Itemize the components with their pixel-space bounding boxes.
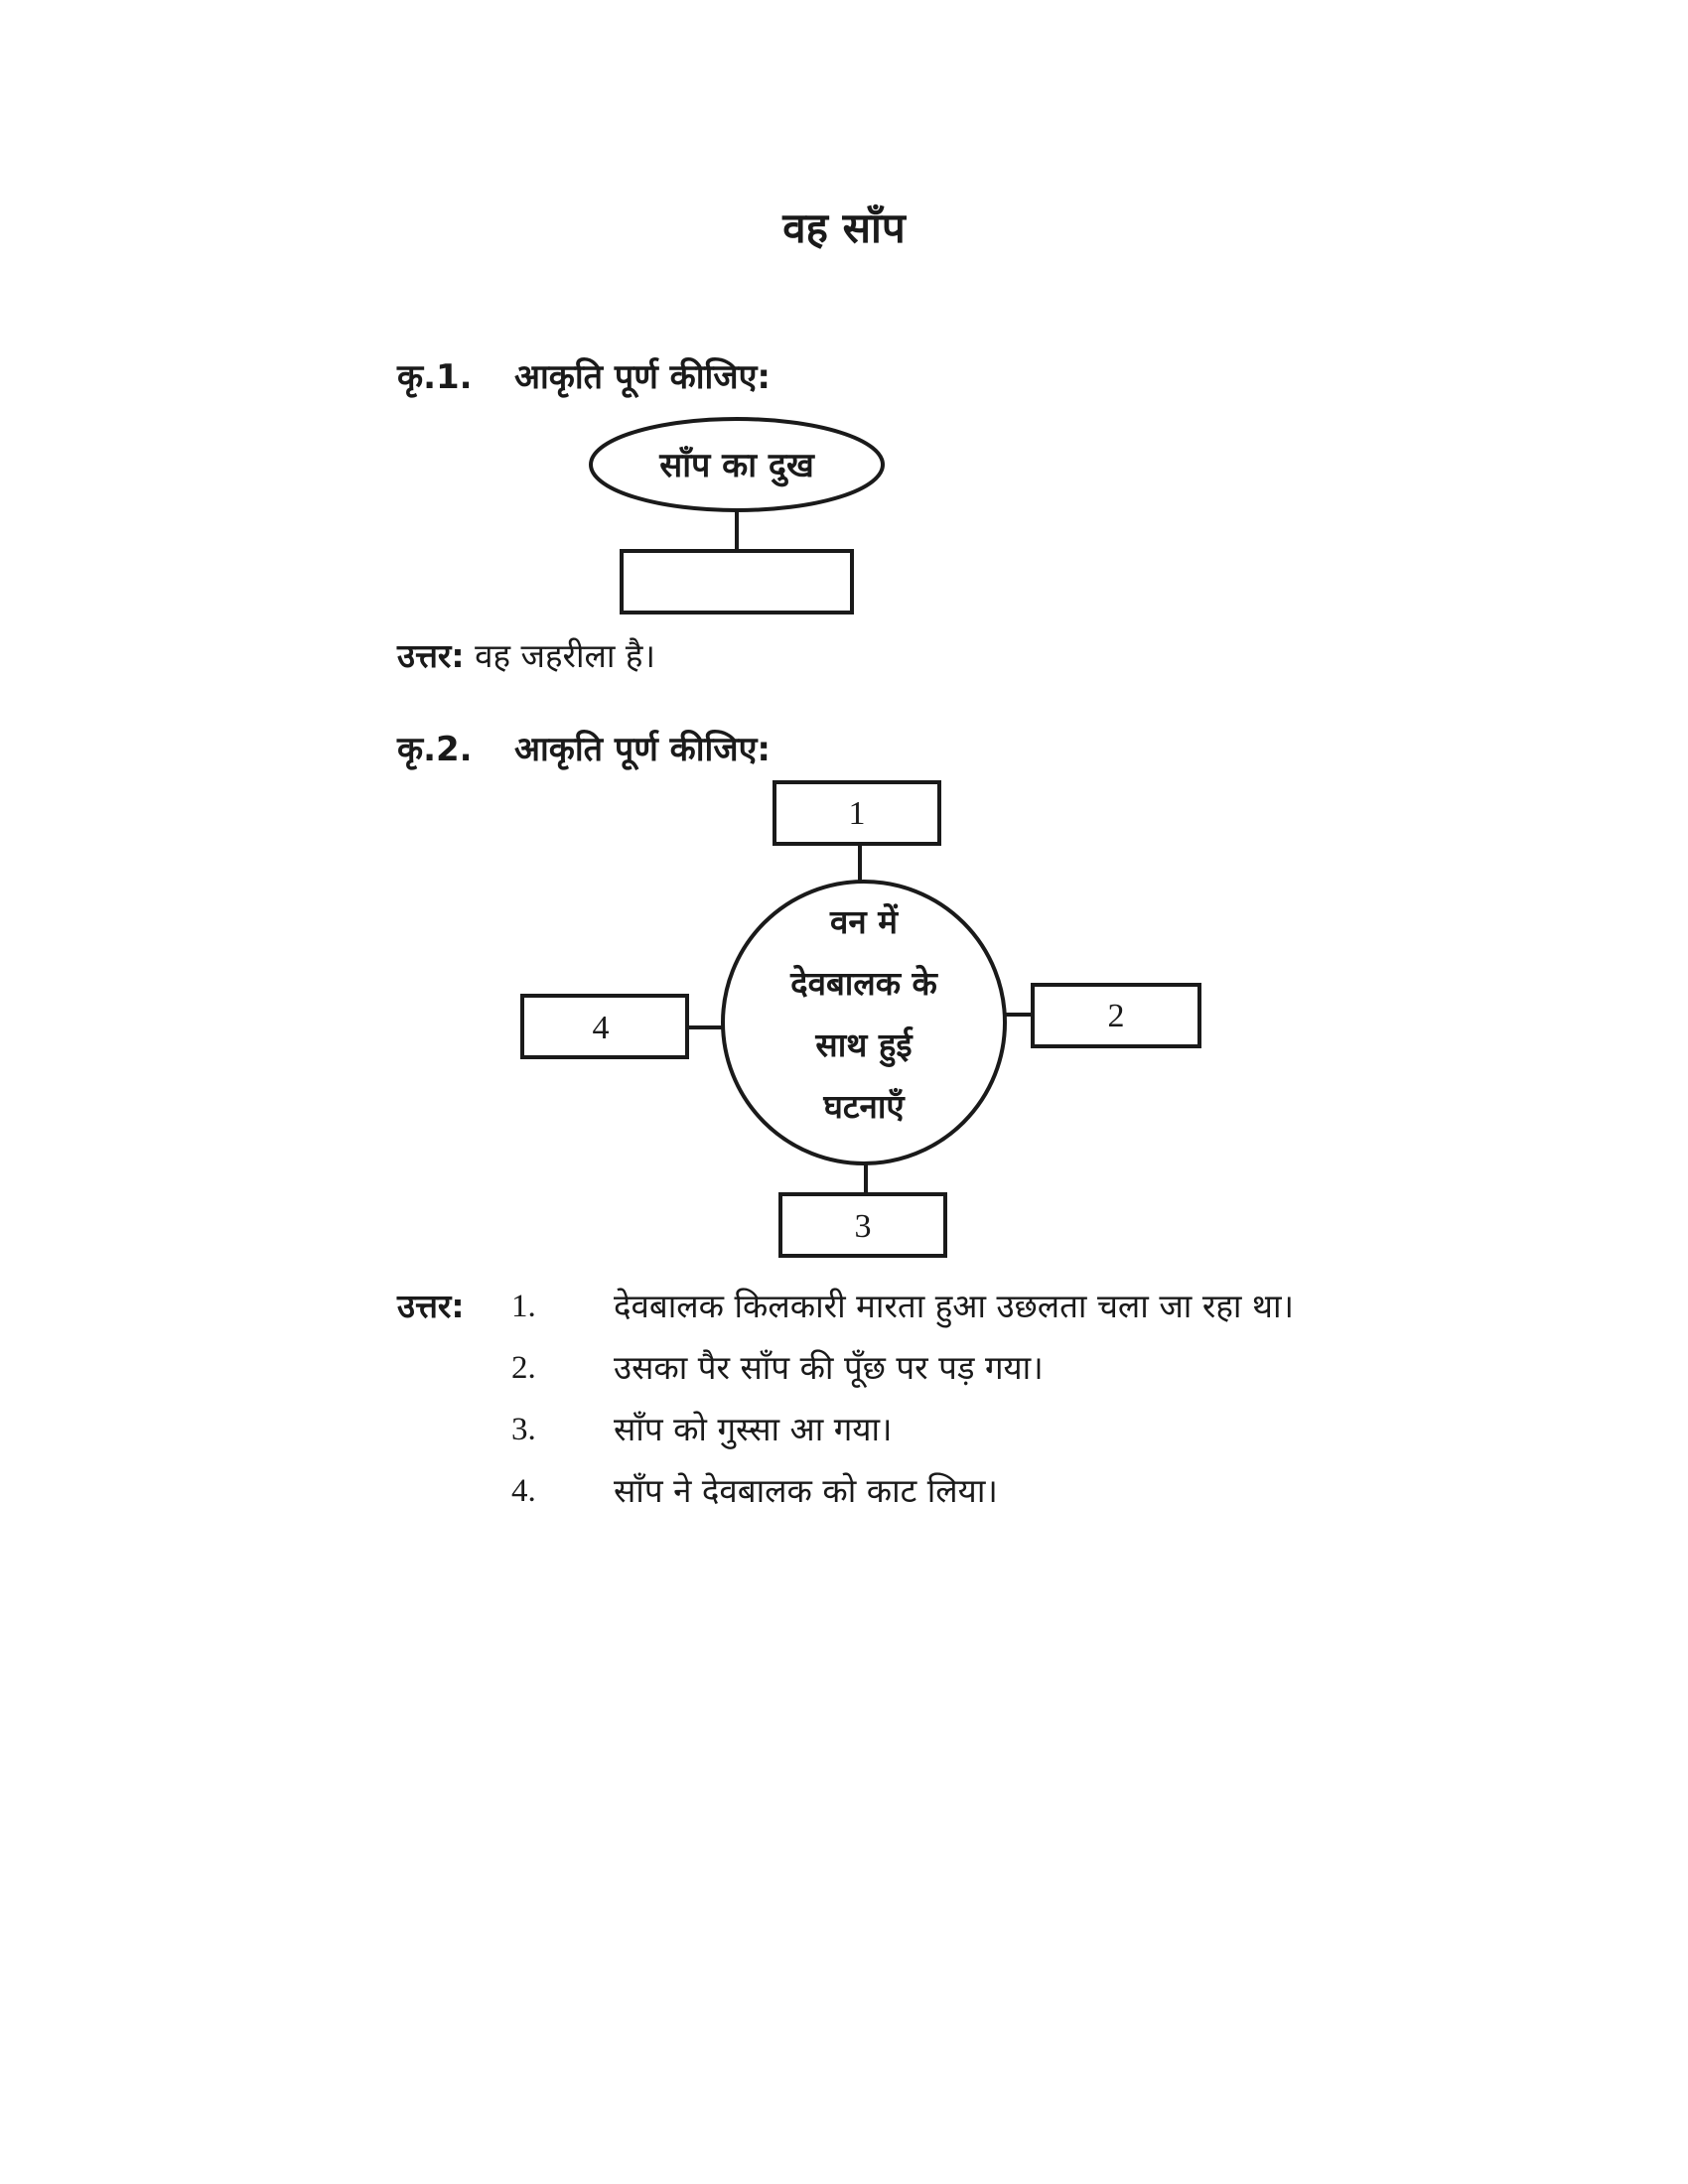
q2-heading <box>397 725 771 774</box>
page-title: वह साँप <box>782 204 906 252</box>
q2-box-top-label: 1 <box>848 795 866 832</box>
q2-center-line-1: वन में <box>830 902 898 941</box>
q2-diagram <box>522 782 1199 1256</box>
q2-center-line-2: देवबालक के <box>790 964 937 1003</box>
list-item-number: 2. <box>511 1350 536 1386</box>
q2-box-bottom-label: 3 <box>854 1208 872 1245</box>
q1-prompt: आकृति पूर्ण कीजिए: <box>514 357 771 397</box>
q1-answer-box <box>622 551 852 613</box>
q1-oval-text: साँप का दुख <box>659 446 814 485</box>
list-item-number: 4. <box>511 1473 536 1509</box>
q1-answer-text: वह जहरीला है। <box>475 636 655 675</box>
q1-number: कृ.1. <box>397 357 473 397</box>
q2-answer-label: उत्तर: <box>397 1287 465 1325</box>
q2-number: कृ.2. <box>397 730 473 769</box>
q2-box-right-label: 2 <box>1107 998 1125 1034</box>
q1-diagram <box>591 419 883 613</box>
list-item-number: 1. <box>511 1289 536 1324</box>
q2-box-left-label: 4 <box>592 1010 610 1046</box>
q2-answer-list <box>397 1276 1390 1522</box>
list-item <box>397 1337 1390 1399</box>
list-item <box>397 1460 1390 1522</box>
q1-answer-label: उत्तर: <box>397 636 465 675</box>
list-item-text: साँप ने देवबालक को काट लिया। <box>614 1471 998 1510</box>
list-item <box>397 1276 1390 1337</box>
q2-prompt: आकृति पूर्ण कीजिए: <box>514 730 771 769</box>
list-item-text: देवबालक किलकारी मारता हुआ उछलता चला जा रहा था। <box>614 1287 1295 1325</box>
list-item <box>397 1399 1390 1460</box>
q2-center-line-4: घटनाएँ <box>823 1087 905 1126</box>
list-item-number: 3. <box>511 1412 536 1447</box>
list-item-text: उसका पैर साँप की पूँछ पर पड़ गया। <box>614 1348 1044 1387</box>
q2-center-line-3: साथ हुई <box>815 1025 913 1064</box>
q1-answer <box>397 631 655 681</box>
list-item-text: साँप को गुस्सा आ गया। <box>614 1410 893 1448</box>
